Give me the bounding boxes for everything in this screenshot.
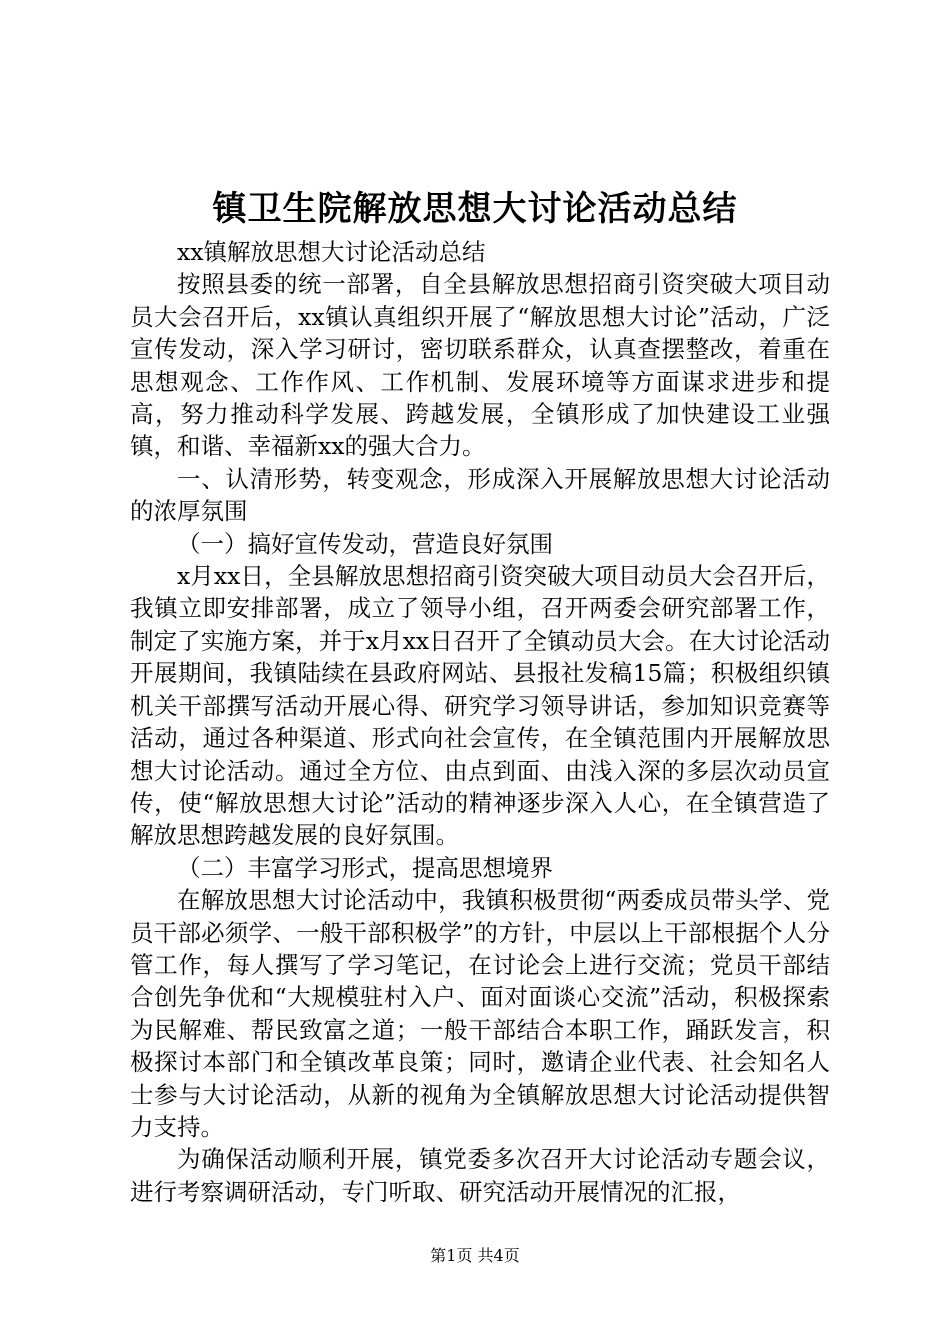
document-body: [130, 236, 830, 1208]
document-title: 镇卫生院解放思想大讨论活动总结: [212, 189, 738, 229]
page-footer: 第1页 共4页: [430, 1246, 520, 1265]
body-paragraph: 在解放思想大讨论活动中，我镇积极贯彻“两委成员带头学、党员干部必须学、一般干部积极学”的方针，中层以上干部根据个人分管工作，每人撰写了学习笔记，在讨论会上进行交流；党员干部结合创先争优和“大规模驻村入户、面对面谈心交流”活动，积极探索为民解难、帮民致富之道；一般干部结合本职工作，踊跃发言，积极探讨本部门和全镇改革良策；同时，邀请企业代表、社会知名人士参与大讨论活动，从新的视角为全镇解放思想大讨论活动提供智力支持。: [130, 886, 830, 1141]
subsection-heading-2: （二）丰富学习形式，提高思想境界: [177, 853, 553, 882]
intro-paragraph: 按照县委的统一部署，自全县解放思想招商引资突破大项目动员大会召开后，xx镇认真组织开展了“解放思想大讨论”活动，广泛宣传发动，深入学习研讨，密切联系群众，认真查摆整改，着重在思想观念、工作作风、工作机制、发展环境等方面谋求进步和提高，努力推动科学发展、跨越发展，全镇形成了加快建设工业强镇，和谐、幸福新xx的强大合力。: [130, 270, 830, 461]
body-paragraph: 为确保活动顺利开展，镇党委多次召开大讨论活动专题会议，进行考察调研活动，专门听取、研究活动开展情况的汇报，: [130, 1145, 830, 1206]
body-paragraph: x月xx日，全县解放思想招商引资突破大项目动员大会召开后，我镇立即安排部署，成立了领导小组，召开两委会研究部署工作，制定了实施方案，并于x月xx日召开了全镇动员大会。在大讨论活动开展期间，我镇陆续在县政府网站、县报社发稿15篇；积极组织镇机关干部撰写活动开展心得、研究学习领导讲话，参加知识竞赛等活动，通过各种渠道、形式向社会宣传，在全镇范围内开展解放思想大讨论活动。通过全方位、由点到面、由浅入深的多层次动员宣传，使“解放思想大讨论”活动的精神逐步深入人心，在全镇营造了解放思想跨越发展的良好氛围。: [130, 562, 830, 850]
subsection-heading-1: （一）搞好宣传发动，营造良好氛围: [177, 529, 553, 558]
subtitle-paragraph: xx镇解放思想大讨论活动总结: [177, 238, 486, 266]
section-heading-1: 一、认清形势，转变观念，形成深入开展解放思想大讨论活动的浓厚氛围: [130, 464, 830, 526]
